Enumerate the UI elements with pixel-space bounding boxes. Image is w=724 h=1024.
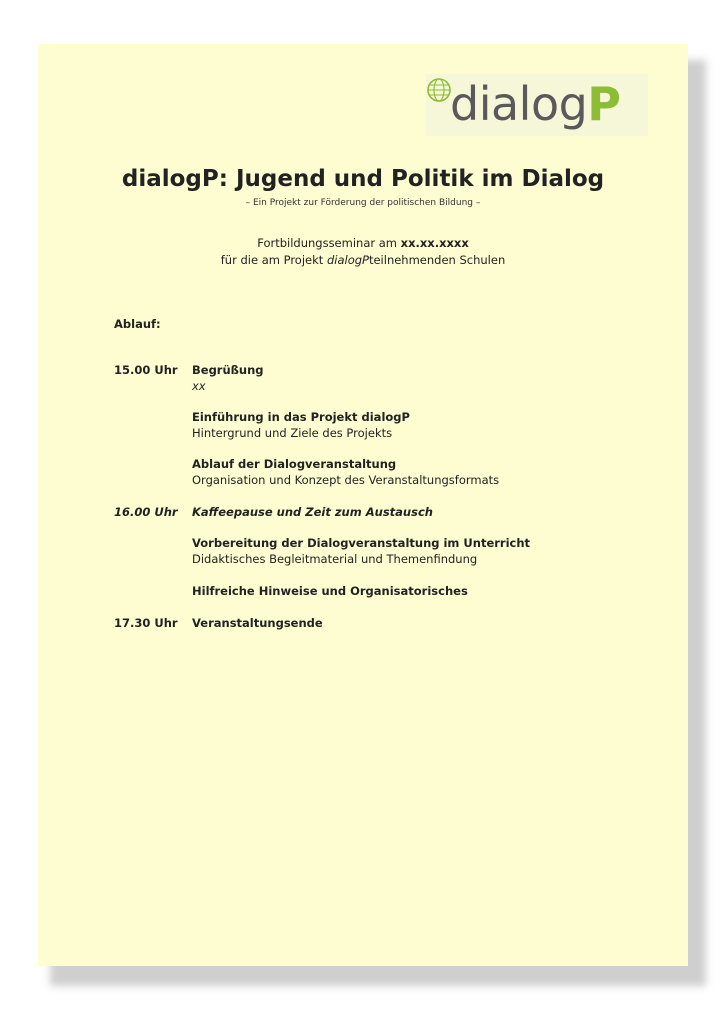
seminar-date: xx.xx.xxxx [400,236,469,250]
ablauf-heading: Ablauf: [114,317,161,331]
item-description: Hintergrund und Ziele des Projekts [192,426,393,440]
seminar-date-prefix: Fortbildungsseminar am [257,236,401,250]
schedule-time: 17.30 Uhr [114,616,178,630]
schedule-time: 15.00 Uhr [114,363,178,377]
schedule-item [192,615,323,631]
seminar-line-1 [38,235,688,252]
item-title: Begrüßung [192,363,264,377]
seminar-project-name: dialogP [326,253,369,267]
item-title: Hilfreiche Hinweise und Organisatorisches [192,584,468,598]
dialogp-logo [426,74,648,136]
schedule-time: 16.00 Uhr [114,505,178,519]
document-page [38,44,688,966]
schedule-item [192,504,433,520]
item-description: xx [192,379,206,393]
item-title: Veranstaltungsende [192,616,323,630]
logo-text-main: dialog [450,77,588,131]
seminar-info [38,235,688,269]
schedule-item [192,362,264,394]
schedule-item [192,535,530,567]
item-description: Organisation und Konzept des Veranstaltungsformats [192,473,500,487]
logo-wordmark [450,76,621,132]
globe-icon [426,77,452,103]
seminar-line-2 [38,252,688,269]
seminar-schools-suffix: teilnehmenden Schulen [368,253,506,267]
item-title: Einführung in das Projekt dialogP [192,410,410,424]
seminar-schools-prefix: für die am Projekt [220,253,327,267]
item-title: Ablauf der Dialogveranstaltung [192,457,397,471]
item-title: Kaffeepause und Zeit zum Austausch [192,505,433,519]
item-description: Didaktisches Begleitmaterial und Themenfindung [192,552,478,566]
schedule-item [192,409,410,441]
page-subtitle: – Ein Projekt zur Förderung der politischen Bildung – [245,198,481,208]
item-title: Vorbereitung der Dialogveranstaltung im Unterricht [192,536,531,550]
page-title: dialogP: Jugend und Politik im Dialog [121,166,605,192]
schedule-item [192,456,499,488]
schedule-item [192,583,468,599]
logo-text-accent: P [587,77,621,131]
